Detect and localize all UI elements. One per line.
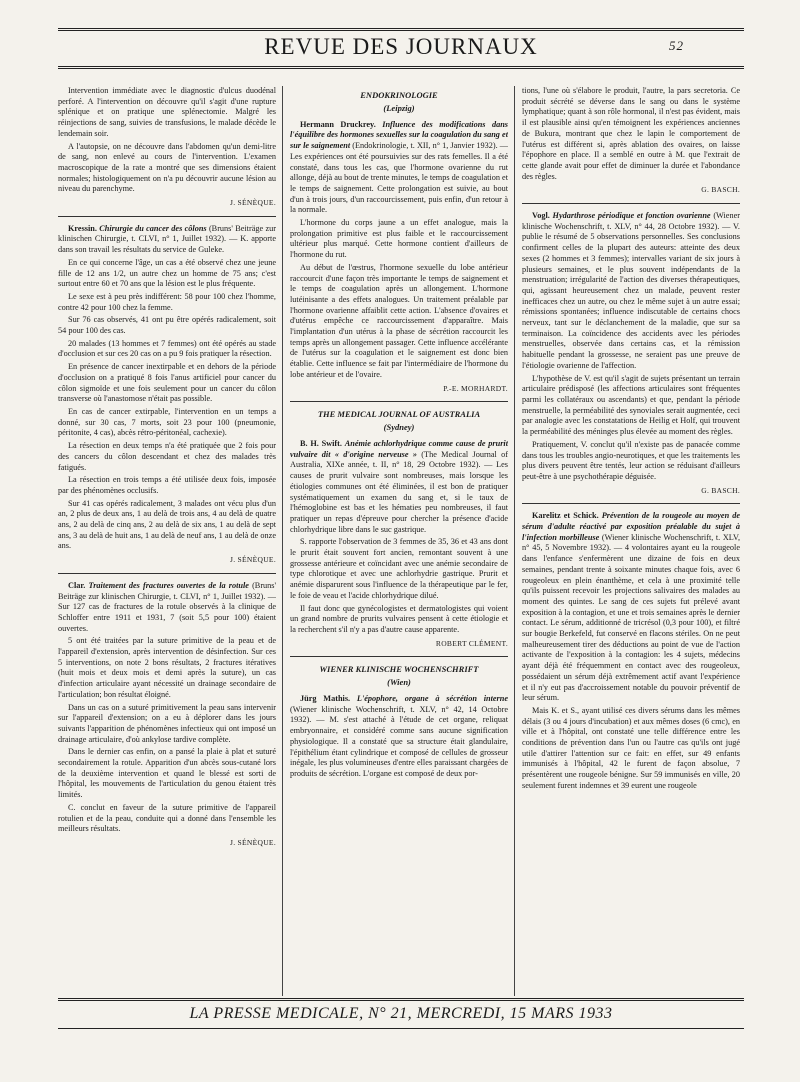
column-1 xyxy=(58,86,276,996)
article-lead xyxy=(290,694,508,780)
article-title: Hydarthrose périodique et fonction ovarienne xyxy=(552,211,711,221)
article-title: Influence des modifications dans l'équilibre des hormones sexuelles sur la coagulation du sang et sur le saignement xyxy=(290,119,508,151)
paragraph: C. conclut en faveur de la suture primitive de l'appareil rotulien et de la peau, conduite qui a donné dans l'ensemble les meilleurs résultats. xyxy=(58,802,276,834)
paragraph: La résection en trois temps a été utilisée deux fois, imposée par des phénomènes occlusifs. xyxy=(58,475,276,495)
column-divider xyxy=(282,86,283,996)
section-separator xyxy=(290,656,508,657)
signature: J. SÉNÈQUE. xyxy=(229,555,276,565)
footer-rule xyxy=(58,998,744,1001)
column-divider xyxy=(514,86,515,996)
paragraph: A l'autopsie, on ne découvre dans l'abdomen qu'un demi-litre de sang, non enlevé au cours de l'intervention. L'examen macroscopique de la rate a montré que ses dimensions étaient normales; histologiquement on n'a pu découvrir aucune lésion au niveau du parenchyme. xyxy=(58,141,276,194)
article-author: Hermann Druckrey. xyxy=(300,119,376,129)
paragraph: En cas de cancer extirpable, l'intervention en un temps a donné, sur 30 cas, 7 morts, soit 23 pour 100 (pneumonie, péritonite, 4 cas), abcès rétro-péritonéal, cachexie). xyxy=(58,406,276,438)
article-title: Anémie achlorhydrique comme cause de prurit vulvaire dit « d'origine nerveuse » xyxy=(290,438,508,459)
bottom-rule xyxy=(58,1028,744,1029)
header-rule xyxy=(58,66,744,69)
paragraph: La résection en deux temps n'a été pratiquée que 2 fois pour des cancers du côlon descendant et chez des malades très fatigués. xyxy=(58,441,276,472)
article-author: Vogl. xyxy=(532,211,550,221)
article-separator xyxy=(58,216,276,217)
article-author: Jürg Mathis. xyxy=(300,694,351,704)
page-title: REVUE DES JOURNAUX xyxy=(264,34,538,59)
column-2 xyxy=(290,86,508,996)
paragraph: Sur 76 cas observés, 41 ont pu être opérés radicalement, soit 54 pour 100 des cas. xyxy=(58,315,276,336)
signature: P.-E. MORHARDT. xyxy=(443,383,508,393)
article-citation: (Wiener klinische Wochenschrift, t. XLV, n° 45, 5 Novembre 1932). — 4 volontaires ayant eu la rougeole dans l'enfance s'enfermèrent une dizaine de fois en deux semaines, pendant trente à soixante minutes chaque fois, avec 6 rougeoleux en plein énanthème, et cela à une proximité telle qu'ils puissent recevoir les projections salivaires des malades au moment des quintes. Le sang de ces sujets fut prélevé avant exposition à la contagion, et une et trois semaines après le dernier contact. Le sérum, additionné de tricrésol (0,3 pour 100), et filtré sur bougie Berkefeld, fut conservé en flacons stériles. On ne peut malheureusement tirer des déductions au point de vue de l'action activante de l'exposition à la contagion: les 4 sujets, médecins ayant déjà été fréquemment en contact avec des rougeoleux, possédaient un sérum déjà extrêmement actif avant l'expérience et il n'y eut pas d'accroissement notable du pouvoir préventif de leur sérum. xyxy=(522,532,740,703)
paragraph: Intervention immédiate avec le diagnostic d'ulcus duodénal perforé. A l'intervention on découvre qu'il s'agit d'une rupture splénique et on pratique une splénectomie. Malgré les réinjections de sang, suivies de transfusions, le malade décède le lendemain soir. xyxy=(58,86,276,138)
page-number: 52 xyxy=(669,38,684,53)
article-title: L'épophore, organe à sécrétion interne xyxy=(356,694,508,704)
article-lead xyxy=(58,581,276,635)
article-lead xyxy=(58,224,276,256)
masthead xyxy=(58,34,744,64)
article-author: B. H. Swift. xyxy=(300,438,342,448)
section-place: (Sydney) xyxy=(383,422,415,433)
column-3 xyxy=(522,86,740,996)
article-citation: (Endokrinologie, t. XII, n° 1, Janvier 1932). — Les expériences ont été poursuivies sur des rats femelles. Il a été constaté, dans tous les cas, que l'hormone ovarienne du rut allonge, déjà au bout de trente minutes, le temps de coagulation et le temps de saignement. Cette prolongation est suivie, au bout d'un à trois jours, d'un raccourcissement, puis enfin, d'un retour à la normale. xyxy=(290,141,508,215)
paragraph: L'hypothèse de V. est qu'il s'agit de sujets présentant un terrain articulaire prédisposé (les affections articulaires sont fréquentes parmi les collatéraux ou ascendants) et que, pendant la période menstruelle, la perméabilité des synoviales serait augmentée, ceci par analogie avec les constatations de Heilig et Holf, qui trouvent la perméabilité des méninges plus élevée au moment des règles. xyxy=(522,373,740,437)
section-separator xyxy=(290,401,508,402)
section-heading: ENDOKRINOLOGIE xyxy=(360,90,438,100)
paragraph: En présence de cancer inextirpable et en dehors de la période d'occlusion on a pratiqué 8 fois l'anus artificiel pour cancer du côlon sigmoïde et une fois seulement pour un cancer du côlon transverse où l'anastomose n'était pas possible. xyxy=(58,362,276,404)
article-author: Clar. xyxy=(68,580,86,590)
section-place: (Wien) xyxy=(387,677,411,688)
paragraph: Sur 41 cas opérés radicalement, 3 malades ont vécu plus d'un an, 2 plus de deux ans, 1 au delà de trois ans, 4 au delà de quatre ans, 2 au delà de cinq ans, 2 au delà de six ans, 1 au delà de sept ans, 3 au delà de huit ans, 1 au delà de neuf ans, 1 au delà de onze ans. xyxy=(58,498,276,551)
signature: J. SÉNÈQUE. xyxy=(229,198,276,208)
paragraph: Mais K. et S., ayant utilisé ces divers sérums dans les mêmes délais (3 ou 4 jours d'incubation) et aux mêmes doses (6 cmc), en ville et à l'hôpital, ont constaté une telle différence entre les conditions de prévention dans l'un ou l'autre cas qu'ils ont jugé utile d'attirer l'attention sur ce fait: en effet, sur 49 enfants immunisés à l'hôpital, 42 le furent de façon absolue, 7 présentèrent une rougeole bénigne. Sur 59 immunisés en ville, 20 seulement furent indemnes et 39 eurent une rougeole xyxy=(522,705,740,790)
article-separator xyxy=(58,573,276,574)
article-author: Karelitz et Schick. xyxy=(532,511,599,521)
paragraph: Dans un cas on a suturé primitivement la peau sans intervenir sur l'appareil d'extension; on a eu à déplorer dans les jours suivants l'apparition de phénomènes infectieux qui ont imposé un drainage articulaire, d'où ankylose tardive complète. xyxy=(58,702,276,744)
article-author: Kressin. xyxy=(68,223,97,233)
article-separator xyxy=(522,203,740,204)
article-lead xyxy=(522,211,740,372)
section-heading: THE MEDICAL JOURNAL OF AUSTRALIA xyxy=(317,409,481,420)
paragraph: 20 malades (13 hommes et 7 femmes) ont été opérés au stade d'occlusion et sur ces 20 cas on a pu 9 fois pratiquer la résection. xyxy=(58,338,276,359)
article-lead xyxy=(290,439,508,535)
article-citation: (The Medical Journal of Australia, XIXe année, t. II, n° 18, 29 Octobre 1932). — Les causes de prurit vulvaire sont nombreuses, mais lorsque les étiologies communes ont été éliminées, il est bon de pratiquer systématiquement un examen du sang et, si le taux de l'hémoglobine est bas et les hématies peu nombreuses, il faut pratiquer un repas d'épreuve pour chercher la présence d'acide chlorhydrique libre dans le suc gastrique. xyxy=(290,449,508,534)
signature: ROBERT CLÉMENT. xyxy=(435,638,508,648)
paragraph: Il faut donc que gynécologistes et dermatologistes qui voient un grand nombre de prurits vulvaires pensent à cette étiologie et la recherchent s'il n'y a pas d'autre cause apparente. xyxy=(290,603,508,634)
article-title: Prévention de la rougeole au moyen de sérum d'adulte réactivé par exposition préalable du sujet à l'infection morbilleuse xyxy=(522,511,740,542)
paragraph: En ce qui concerne l'âge, un cas a été observé chez une jeune fille de 12 ans 1/2, un autre chez un homme de 75 ans; c'est surtout entre 60 et 70 ans que la lésion est le plus fréquente. xyxy=(58,257,276,289)
article-title: Chirurgie du cancer des côlons xyxy=(99,223,207,233)
paragraph: Dans le dernier cas enfin, on a pansé la plaie à plat et suturé secondairement la rotule. Apparition d'un abcès sous-cutané lors de la deuxième intervention et quand le blessé est sorti de l'hôpital, les mouvements de l'articulation du genou étaient très limités. xyxy=(58,747,276,800)
article-lead xyxy=(290,120,508,216)
article-citation: (Wiener klinische Wochenschrift, t. XLV, n° 42, 14 Octobre 1932). — M. s'est attaché à l'étude de cet organe, reliquat embryonnaire, et considéré comme sans aucune signification physiologique. Il a constaté que sa structure était glandulaire, l'épithélium étant cylindrique et composé de cellules de grosseur inégale, les plus volumineuses d'entre elles paraissant chargées de produits de sécrétion. L'organe est composé de deux por- xyxy=(290,704,508,778)
article-citation: (Wiener klinische Wochenschrift, t. XLV, n° 44, 28 Octobre 1932). — V. publie le résumé de 5 observations personnelles. Ses conclusions confirment celles de la plupart des auteurs: atteinte des deux sexes (2 hommes et 3 femmes); intervalles variant de six jours à plusieurs semaines, et le plus souvent indépendants de la menstruation; irrégularité de l'action des diverses thérapeutiques, qui, agissant heureusement chez un malade, peuvent rester inefficaces chez un autre, ou chez le même sujet à un autre essai; rémissions spontanées; influence indiscutable de certains chocs nerveux, tant sur le déclanchement de la maladie, que sur sa terminaison. La coïncidence des accidents avec les périodes menstruelles, observée dans certains cas, et la rémission habituelle pendant la grossesse, ne seraient pas une preuve de l'étiologie ovarienne de l'affection. xyxy=(522,211,740,370)
article-citation: (Bruns' Beiträge zur klinischen Chirurgie, t. CLVI, n° 1, Juillet 1932). — Sur 127 cas de fractures de la rotule observés à la clinique de Schloffer entre 1911 et 1931, 7 (soit 5,5 pour 100) étaient ouvertes. xyxy=(58,580,276,633)
paragraph: Le sexe est à peu près indifférent: 58 pour 100 chez l'homme, contre 42 pour 100 chez la femme. xyxy=(58,291,276,312)
paragraph: Au début de l'œstrus, l'hormone sexuelle du lobe antérieur raccourcit d'une façon très importante le temps de saignement et le temps de coagulation après un allongement. L'hormone lutéinisante a des effets analogues. Un traitement préalable par l'hormone ovarienne affaiblit cette action. L'absence d'ovaires et d'utérus empêche ce raccourcissement d'apparaître. Mais l'implantation d'un utérus à la phase de sécrétion raccourcit les temps après un allongement passager. Cette influence accélérante de l'utérus sur la coagulation et le saignement est donc bien établie. Cette influence se fait par l'intermédiaire de l'hormone du lobe antérieur et de l'ovaire. xyxy=(290,262,508,379)
article-citation: (Bruns' Beiträge zur klinischen Chirurgie, t. CLVI, n° 1, Juillet 1932). — K. apporte dans son travail les résultats du service de Guleke. xyxy=(58,223,276,255)
paragraph: tions, l'une où s'élabore le produit, l'autre, la pars secretoria. Ce produit sécrété se déverse dans le sang ou dans le système lymphatique; quant à son rôle hormonal, il n'est pas évident, mais il est plausible ainsi qu'en témoignent les expériences anciennes de Bukura, montrant que chez le lapin le comportement de l'utérus est différent si, après ablation des ovaires, on laisse l'épophore en place. Il a semblé en outre à M. que l'extrait de cette glande avait pour effet de diminuer la durée et l'abondance des règles. xyxy=(522,86,740,181)
signature: G. BASCH. xyxy=(701,485,740,495)
paragraph: 5 ont été traitées par la suture primitive de la peau et de l'appareil d'extension, après intervention de désinfection. Sur ces 5 interventions, on note 2 bons résultats, 2 fractures itératives (huit mois et deux mois et demi après la suture), un cas d'infection articulaire ayant nécessité un drainage secondaire de l'articulation; bon résultat éloigné. xyxy=(58,636,276,699)
section-heading: WIENER KLINISCHE WOCHENSCHRIFT xyxy=(319,664,479,675)
article-lead xyxy=(522,511,740,704)
paragraph: L'hormone du corps jaune a un effet analogue, mais la prolongation primitive est plus faible et le raccourcissement ultérieur plus marqué. Cette hormone contient d'ailleurs de l'hormone du rut. xyxy=(290,218,508,260)
paragraph: Pratiquement, V. conclut qu'il n'existe pas de panacée comme dans tous les troubles angio-neurotiques, et que les traitements les plus divers peuvent être tentés, leur action se réduisant d'ailleurs peut-être à une psychothérapie déguisée. xyxy=(522,439,740,481)
article-separator xyxy=(522,503,740,504)
top-rule xyxy=(58,28,744,31)
signature: G. BASCH. xyxy=(701,185,740,195)
article-title: Traitement des fractures ouvertes de la rotule xyxy=(88,580,249,590)
signature: J. SÉNÈQUE. xyxy=(229,838,276,847)
paragraph: S. rapporte l'observation de 3 femmes de 35, 36 et 43 ans dont le prurit était souvent fort ancien, remontant souvent à une grossesse antérieure et coïncidant avec une anémie secondaire de type chlorotique et avec une achlorhydrie gastrique. Prurit et anémie disparurent sous l'influence de la thérapeutique par le fer, le foie de veau et l'acide chlorhydrique dilué. xyxy=(290,537,508,600)
page-footer: LA PRESSE MEDICALE, N° 21, MERCREDI, 15 MARS 1933 xyxy=(189,1005,613,1022)
section-place: (Leipzig) xyxy=(383,103,415,113)
